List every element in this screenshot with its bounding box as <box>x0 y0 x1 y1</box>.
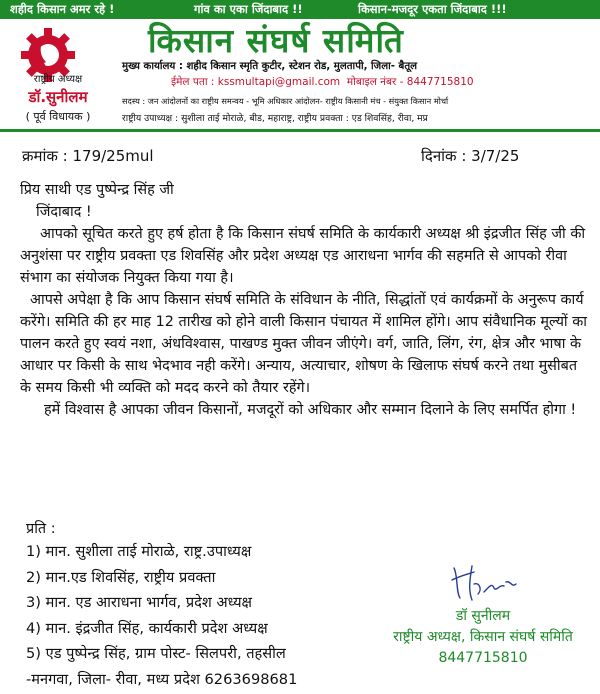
mobile-number: 8447715810 <box>406 76 474 88</box>
slogan-1: शहीद किसान अमर रहे ! <box>10 2 115 16</box>
email-label: ईमेल पता : <box>171 76 215 88</box>
salutation: प्रिय साथी एड पुष्पेन्द्र सिंह जी <box>20 182 174 198</box>
email-address: kssmultapi@gmail.com <box>217 76 341 88</box>
president-name: डॉ.सुनीलम <box>28 88 88 106</box>
recipient-item: 2) मान.एड शिवसिंह, राष्ट्रीय प्रवक्ता <box>26 568 216 586</box>
copy-to-label: प्रति : <box>26 521 56 537</box>
membership-line: सदस्य : जन आंदोलनों का राष्ट्रीय समन्वय - भूमि अधिकार आंदोलन- राष्ट्रीय किसानी मंच - संयुक्त किसान मोर्चा <box>122 96 449 106</box>
slogan-3: किसान-मजदूर एकता जिंदाबाद !!! <box>358 2 507 16</box>
signatory-block <box>378 606 588 669</box>
contact-line <box>171 75 474 89</box>
mobile-label: मोबाइल नंबर - <box>346 76 404 88</box>
letter-date: दिनांक : 3/7/25 <box>421 147 520 165</box>
greeting: जिंदाबाद ! <box>36 204 92 220</box>
paragraph-2: आपसे अपेक्षा है कि आप किसान संघर्ष समिति के संविधान के नीति, सिद्धांतों एवं कार्यक्रमों के अनुरूप कार्य करेंगे। समिति की हर माह 12 तारीख को होने वाली किसान पंचायत में शामिल होंगे। आप संवैधानिक मूल्यों का पालन करते हुए स्वयं नशा, अंधविश्वास, पाखण्ड मुक्त जीवन जीएंगे। वर्ग, जाति, लिंग, रंग, क्षेत्र और भाषा के आधार पर किसी के साथ भेदभाव नही करेंगे। अन्याय, अत्याचार, शोषण के खिलाफ संघर्ष करने तथा मुसीबत के समय किसी भी व्यक्ति को मदद करने को तैयार रहेंगे। <box>20 292 588 396</box>
paragraph-1: आपको सूचित करते हुए हर्ष होता है कि किसान संघर्ष समिति के कार्यकारी अध्यक्ष श्री इंद्रजीत सिंह जी की अनुशंसा पर राष्ट्रीय प्रवक्ता एड शिवसिंह और प्रदेश अध्यक्ष एड आराधना भार्गव की सहमति से आपको रीवा संभाग का संयोजक नियुक्त किया गया है। <box>20 226 586 286</box>
signatory-name: डॉ सुनीलम <box>455 608 511 624</box>
recipient-list <box>26 539 297 692</box>
office-address: मुख्य कार्यालय : शहीद किसान स्मृति कुटीर, स्टेशन रोड, मुलतापी, जिला- बैतूल <box>122 61 418 72</box>
deputy-line: राष्ट्रीय उपाध्यक्ष : सुशीला ताई मोराळे, बीड, महाराष्ट्र, राष्ट्रीय प्रवक्ता : एड शिवसिंह, रीवा, मप्र <box>122 113 428 124</box>
recipient-item: 3) मान. एड आराधना भार्गव, प्रदेश अध्यक्ष <box>26 594 253 611</box>
slogan-2: गांव का एका जिंदाबाद !! <box>194 2 303 16</box>
handwritten-signature <box>448 562 530 602</box>
recipient-item: -मनगवा, जिला- रीवा, मध्य प्रदेश 6263698681 <box>26 670 298 688</box>
recipient-item: 5) एड पुष्पेन्द्र सिंह, ग्राम पोस्ट- सिलपरी, तहसील <box>26 645 286 662</box>
president-former-title: ( पूर्व विधायक ) <box>25 110 91 123</box>
paragraph-3: हमें विश्वास है आपका जीवन किसानों, मजदूरों को अधिकार और सम्मान दिलाने के लिए समर्पित होगा ! <box>44 402 577 418</box>
header-divider <box>0 129 600 132</box>
org-title: किसान संघर्ष समिति <box>148 21 404 60</box>
president-role: राष्ट्रीय अध्यक्ष <box>33 74 83 85</box>
signatory-phone: 8447715810 <box>438 650 528 666</box>
recipient-item: 4) मान. इंद्रजीत सिंह, कार्यकारी प्रदेश अध्यक्ष <box>26 619 268 637</box>
president-block <box>0 66 116 124</box>
recipient-item: 1) मान. सुशीला ताई मोराळे, राष्ट्र.उपाध्यक्ष <box>26 543 252 560</box>
reference-number: क्रमांक : 179/25mul <box>22 147 154 165</box>
letter-body <box>20 179 592 421</box>
signatory-title: राष्ट्रीय अध्यक्ष, किसान संघर्ष समिति <box>393 629 573 645</box>
